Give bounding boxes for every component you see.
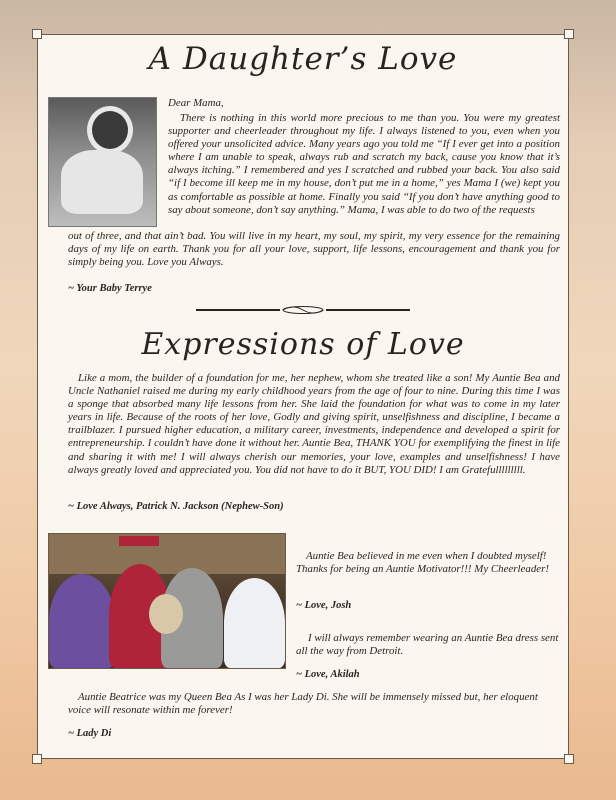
expressions-love-title: Expressions of Love xyxy=(141,327,465,362)
photo-background-wall xyxy=(49,534,285,574)
letter-signature: ~ Your Baby Terrye xyxy=(68,283,152,294)
josh-tribute-body: Auntie Bea believed in me even when I doubted myself! Thanks for being an Auntie Motivator!!! My Cheerleader! xyxy=(296,550,549,576)
baby-photo-dress xyxy=(61,150,143,214)
daughter-love-title: A Daughter’s Love xyxy=(148,41,458,77)
baby-photo-head xyxy=(87,106,133,154)
josh-signature: ~ Love, Josh xyxy=(296,600,352,611)
corner-ornament xyxy=(564,754,574,764)
corner-ornament xyxy=(564,29,574,39)
memorial-page-panel xyxy=(37,34,569,759)
patrick-tribute-body: Like a mom, the builder of a foundation for me, her nephew, whom she treated like a son! My Auntie Bea and Uncle Nathaniel raised me during my early childhood years from the age of four to nine. During this time I was a sponge that absorbed many life lessons from her. She laid the foundation for what was to come in my later years in life. Because of the roots of her love, Godly and giving spirit, unselfishness and discipline, I became a trailblazer. I pursued higher education, a military career, investments, independence and developed a spirit for entrepreneurship. I couldn’t have done it without her. Auntie Bea, THANK YOU for exemplifying the finest in life and sharing it with me! I will always cherish our memories, your love, examples and unselfishness! I have always greatly loved and appreciated you. You did not have to do it BUT, YOU DID! I am Gratefulllllllll. xyxy=(68,372,560,476)
graduation-family-photo xyxy=(48,533,286,669)
letter-body-full: out of three, and that ain’t bad. You will live in my heart, my soul, my spirit, my very essence for the remaining days of my life on earth. Thank you for all your love, support, life lessons, encouragement and thank you for simply being you. Love you Always. xyxy=(68,230,560,269)
photo-person xyxy=(49,574,115,668)
photo-person xyxy=(224,578,285,668)
corner-ornament xyxy=(32,29,42,39)
photo-graduation-cap xyxy=(119,536,159,546)
photo-flower-bouquet xyxy=(149,594,183,634)
baby-photo xyxy=(48,97,157,227)
akilah-tribute-body: I will always remember wearing an Auntie Bea dress sent all the way from Detroit. xyxy=(296,632,559,658)
ladydi-signature: ~ Lady Di xyxy=(68,728,112,739)
akilah-signature: ~ Love, Akilah xyxy=(296,669,360,680)
ornamental-divider xyxy=(196,305,410,315)
letter-salutation: Dear Mama, xyxy=(168,97,224,109)
corner-ornament xyxy=(32,754,42,764)
ladydi-tribute-body: Auntie Beatrice was my Queen Bea As I was her Lady Di. She will be immensely missed but, her eloquent voice will resonate within me forever! xyxy=(68,691,538,717)
letter-body-wrap: There is nothing in this world more precious to me than you. You were my greatest supporter and cheerleader throughout my life. I always listened to you, even when you offered your unsolicited advice. Many years ago you told me “If I ever get into a position where I am unable to speak, always rub and scratch my back, cause you know that it’s always itching.” I remembered and yes I scratched and rubbed your back. You also said “if I become ill keep me in my house, don’t put me in a home,” yes Mama I (we) kept you as comfortable as possible at home. Finally you said “If you don’t have anything good to say about someone, don’t say anything.” Mama, I was able to do two of the requests xyxy=(168,112,560,216)
patrick-signature: ~ Love Always, Patrick N. Jackson (Nephew-Son) xyxy=(68,501,284,512)
